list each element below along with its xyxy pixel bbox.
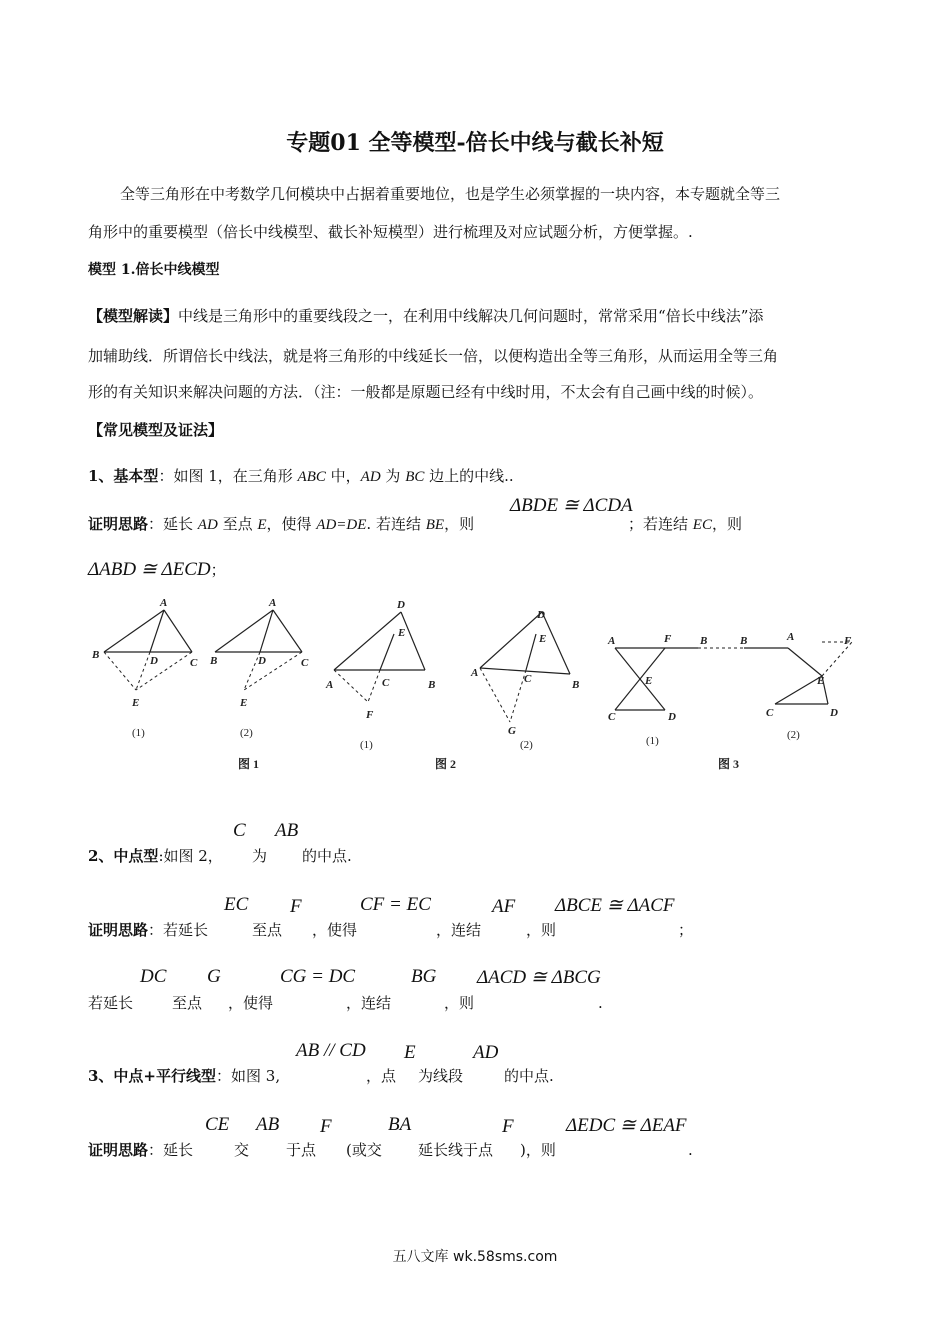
fig3-sub-2: (2) (787, 729, 800, 741)
mid-text-c: 的中点. (302, 847, 352, 865)
par-f2-math: F (502, 1116, 514, 1137)
basic-formula-1: ΔBDE ≅ ΔCDA (510, 495, 633, 516)
mid-cf-ec-math: CF = EC (360, 894, 431, 915)
svg-text:E: E (539, 633, 547, 645)
basic-proof-f: ；若连结 (628, 515, 693, 533)
svg-text:D: D (830, 707, 838, 719)
par-proof-d: (或交 (346, 1141, 382, 1159)
mid-bg-math: BG (411, 966, 437, 987)
par-ab-math: AB (256, 1114, 280, 1135)
svg-text:A: A (787, 631, 795, 643)
basic-bc: BC (405, 469, 425, 485)
mid-line2-b: 至点 (172, 994, 203, 1012)
mid-c-math: C (233, 820, 246, 841)
mid-line2-f: . (598, 994, 603, 1012)
par-proof-g: . (688, 1141, 693, 1159)
par-ad-math: AD (473, 1042, 499, 1063)
basic-proof-be: BE (425, 517, 445, 533)
mid-cg-dc-math: CG = DC (280, 966, 356, 987)
model-reading-line-2: 加辅助线．所谓倍长中线法，就是将三角形的中线延长一倍，以便构造出全等三角形，从而运用全等三角 (88, 347, 779, 365)
svg-text:F: F (844, 635, 852, 647)
basic-formula-2-tail: ； (210, 561, 226, 579)
mid-g-math: G (207, 966, 221, 987)
par-text-b: ，点 (366, 1067, 397, 1085)
svg-text:C: C (301, 657, 309, 669)
fig3-caption: 图 3 (718, 757, 740, 771)
page-title: 专题01 全等模型-倍长中线与截长补短 (286, 130, 664, 156)
svg-text:D: D (537, 609, 545, 621)
mid-proof-c: ，使得 (312, 921, 358, 939)
basic-proof-label: 证明思路 (88, 515, 149, 533)
model-reading-line-3: 形的有关知识来解决问题的方法．（注：一般都是原题已经有中线时用，不太会有自己画中线的时候）。 (88, 383, 764, 401)
mid-dc-math: DC (140, 966, 167, 987)
svg-text:A: A (608, 635, 616, 647)
mid-proof-f: ； (678, 921, 694, 939)
fig1-sub-2: (2) (240, 727, 253, 739)
basic-proof-g: ，则 (711, 515, 742, 533)
basic-proof-ad: AD (197, 517, 218, 533)
basic-proof-line-tail (628, 514, 742, 535)
par-proof-a: ：延长 (148, 1141, 194, 1159)
svg-text:E: E (817, 675, 825, 687)
svg-text:E: E (645, 675, 653, 687)
basic-text-d: 边上的中线.. (424, 467, 514, 485)
fig3-sub-1: (1) (646, 735, 659, 747)
par-ba-math: BA (388, 1114, 412, 1135)
par-proof-c: 于点 (286, 1141, 317, 1159)
mid-line2-d: ，连结 (346, 994, 392, 1012)
svg-text:F: F (664, 633, 672, 645)
basic-proof-a: ：延长 (148, 515, 198, 533)
mid-af-math: AF (492, 896, 516, 917)
basic-proof-ec: EC (692, 517, 712, 533)
svg-text:E: E (132, 697, 140, 709)
mid-text-a: :如图 2， (158, 847, 223, 865)
par-text-c: 为线段 (418, 1067, 464, 1085)
model1-heading: 模型 1.倍长中线模型 (88, 262, 220, 278)
basic-type-line (88, 466, 514, 487)
svg-text:D: D (668, 711, 676, 723)
model-reading-line-1 (88, 306, 763, 326)
basic-label: 1、基本型 (88, 467, 159, 485)
mid-formula-2: ΔACD ≅ ΔBCG (477, 967, 601, 988)
svg-text:D: D (150, 655, 158, 667)
svg-text:C: C (382, 677, 390, 689)
mid-ec-math: EC (224, 894, 249, 915)
par-proof-f: )，则 (520, 1141, 556, 1159)
basic-proof-e: E (257, 517, 267, 533)
svg-text:B: B (572, 679, 580, 691)
fig2-sub-2: (2) (520, 739, 533, 751)
par-text-a: ：如图 3, (216, 1067, 281, 1085)
mid-proof-d: ，连结 (436, 921, 482, 939)
par-proof-label: 证明思路 (88, 1141, 149, 1159)
mid-line2-e: ，则 (444, 994, 475, 1012)
svg-text:B: B (700, 635, 708, 647)
svg-text:B: B (92, 649, 100, 661)
par-proof-b: 交 (234, 1141, 250, 1159)
par-line (88, 1066, 280, 1086)
mid-ab-math: AB (275, 820, 299, 841)
svg-text:B: B (428, 679, 436, 691)
figures-illustration (80, 592, 880, 782)
svg-text:E: E (240, 697, 248, 709)
svg-text:C: C (190, 657, 198, 669)
svg-text:A: A (326, 679, 334, 691)
fig2-caption: 图 2 (435, 757, 457, 771)
mid-label: 2、中点型 (88, 847, 159, 865)
svg-text:A: A (269, 597, 277, 609)
svg-text:C: C (766, 707, 774, 719)
basic-text-b: 中， (325, 467, 361, 485)
par-text-d: 的中点. (504, 1067, 554, 1085)
svg-text:A: A (471, 667, 479, 679)
mid-proof-line (88, 920, 208, 940)
mid-formula-1: ΔBCE ≅ ΔACF (555, 895, 675, 916)
mid-text-b: 为 (252, 847, 268, 865)
basic-proof-d: . 若连结 (366, 515, 426, 533)
par-ab-cd-math: AB // CD (296, 1040, 366, 1061)
footer-watermark[interactable]: 五八文库 wk.58sms.com (392, 1249, 558, 1265)
svg-text:F: F (366, 709, 374, 721)
fig1-caption: 图 1 (238, 757, 260, 771)
basic-proof-line (88, 514, 474, 535)
basic-abc: ABC (297, 469, 326, 485)
svg-text:G: G (508, 725, 516, 737)
svg-text:D: D (258, 655, 266, 667)
fig1-sub-1: (1) (132, 727, 145, 739)
basic-proof-ade: AD=DE (316, 517, 367, 533)
basic-proof-e2: ，则 (444, 515, 475, 533)
mid-proof-b: 至点 (252, 921, 283, 939)
svg-text:A: A (160, 597, 168, 609)
basic-text-c: 为 (380, 467, 406, 485)
fig2-sub-1: (1) (360, 739, 373, 751)
mid-proof-e: ，则 (526, 921, 557, 939)
mid-line2-a: 若延长 (88, 994, 134, 1012)
svg-text:C: C (524, 673, 532, 685)
par-f-math: F (320, 1116, 332, 1137)
model-reading-text: 中线是三角形中的重要线段之一，在利用中线解决几何问题时，常常采用“倍长中线法”添 (178, 307, 764, 325)
mid-f-math: F (290, 896, 302, 917)
model-reading-label: 【模型解读】 (88, 307, 179, 325)
mid-line2-c: ，使得 (228, 994, 274, 1012)
par-proof-line (88, 1140, 193, 1160)
svg-text:D: D (397, 599, 405, 611)
mid-line (88, 846, 223, 866)
mid-proof-a: ：若延长 (148, 921, 209, 939)
intro-line-1: 全等三角形在中考数学几何模块中占据着重要地位，也是学生必须掌握的一块内容，本专题就全等三 (120, 185, 781, 203)
mid-proof-label: 证明思路 (88, 921, 149, 939)
basic-proof-c: ，使得 (266, 515, 317, 533)
intro-line-2: 角形中的重要模型（倍长中线模型、截长补短模型）进行梳理及对应试题分析，方便掌握。. (88, 223, 693, 241)
basic-formula-2: ΔABD ≅ ΔECD (88, 559, 211, 580)
svg-text:B: B (210, 655, 218, 667)
par-formula: ΔEDC ≅ ΔEAF (566, 1115, 687, 1136)
svg-text:E: E (398, 627, 406, 639)
par-label: 3、中点+平行线型 (88, 1067, 217, 1085)
basic-formula-2-line (88, 558, 226, 581)
basic-ad: AD (360, 469, 381, 485)
par-proof-e: 延长线于点 (418, 1141, 494, 1159)
par-ce-math: CE (205, 1114, 230, 1135)
svg-text:C: C (608, 711, 616, 723)
svg-text:B: B (740, 635, 748, 647)
basic-text-a: ：如图 1，在三角形 (158, 467, 298, 485)
basic-proof-b: 至点 (217, 515, 258, 533)
common-models-label: 【常见模型及证法】 (88, 421, 224, 439)
par-e-math: E (404, 1042, 416, 1063)
